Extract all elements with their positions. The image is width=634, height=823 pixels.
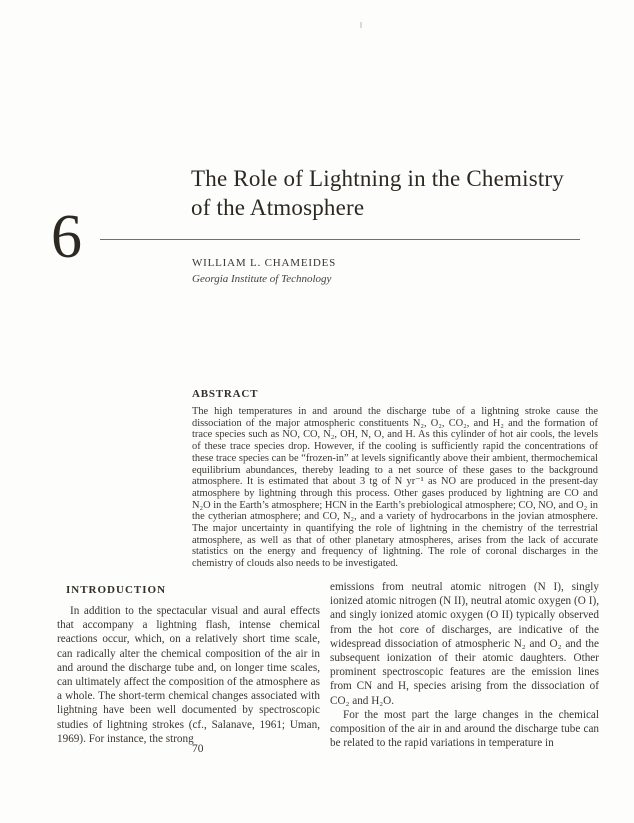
chapter-title <box>191 164 564 222</box>
introduction-heading: INTRODUCTION <box>66 584 167 596</box>
chapter-number: 6 <box>51 203 82 271</box>
chapter-title-line-2: of the Atmosphere <box>191 195 365 220</box>
introduction-paragraph-1-continued: emissions from neutral atomic nitrogen (N I), singly ionized atomic nitrogen (N II), neutral atomic oxygen (O I), and singly ionized atomic oxygen (O II) typically observed from the hot core of discharges, are indicative of the widespread dissociation of atmospheric N₂ and O₂ and the subsequent ionization of their atomic daughters. Other prominent spectroscopic features are the emission lines from CN and H, species arising from the dissociation of CO₂ and H₂O. <box>330 581 599 707</box>
introduction-paragraph-2: For the most part the large changes in the chemical composition of the air in and around the discharge tube can be related to the rapid variations in temperature in <box>330 708 599 750</box>
chapter-rule-divider <box>100 239 580 240</box>
scan-artifact <box>360 22 362 28</box>
left-column <box>57 604 320 746</box>
author-name: WILLIAM L. CHAMEIDES <box>192 257 337 269</box>
abstract-heading: ABSTRACT <box>192 388 259 400</box>
chapter-title-line-1: The Role of Lightning in the Chemistry <box>191 166 564 191</box>
author-affiliation: Georgia Institute of Technology <box>192 273 332 285</box>
abstract-text: The high temperatures in and around the discharge tube of a lightning stroke cause the dissociation of the major atmospheric constituents N₂, O₂, CO₂, and H₂ and the formation of trace species such as NO, CO, N₂, OH, N, O, and H. As this cylinder of hot air cools, the levels of these trace species drop. However, if the cooling is sufficiently rapid the concentrations of these trace species can be “frozen-in” at levels significantly above their ambient, thermochemical equilibrium abundances, thereby leading to a net source of these gases to the background atmosphere. It is estimated that about 3 tg of N yr⁻¹ as NO are produced in the present-day atmosphere by lightning through this process. Other gases produced by lightning are CO and N₂O in the Earth’s atmosphere; HCN in the Earth’s prebiological atmosphere; CO, NO, and O₂ in the cytherian atmosphere; and CO, N₂, and a variety of hydrocarbons in the jovian atmosphere. The major uncertainty in quantifying the role of lightning in the chemistry of the terrestrial atmosphere, as well as that of other planetary atmospheres, arises from the lack of accurate statistics on the energy and frequency of lightning. The role of coronal discharges in the chemistry of clouds also needs to be investigated. <box>192 406 598 570</box>
right-column <box>330 580 599 750</box>
page-number: 70 <box>192 743 204 755</box>
introduction-paragraph-1: In addition to the spectacular visual and aural effects that accompany a lightning flash, intense chemical reactions occur, which, on a relatively short time scale, can radically alter the chemical composition of the air in and around the discharge tube and, on longer time scales, can ultimately affect the composition of the atmosphere as a whole. The short-term chemical changes associated with lightning have been well documented by spectroscopic studies of lightning strokes (cf., Salanave, 1961; Uman, 1969). For instance, the strong <box>57 605 320 745</box>
